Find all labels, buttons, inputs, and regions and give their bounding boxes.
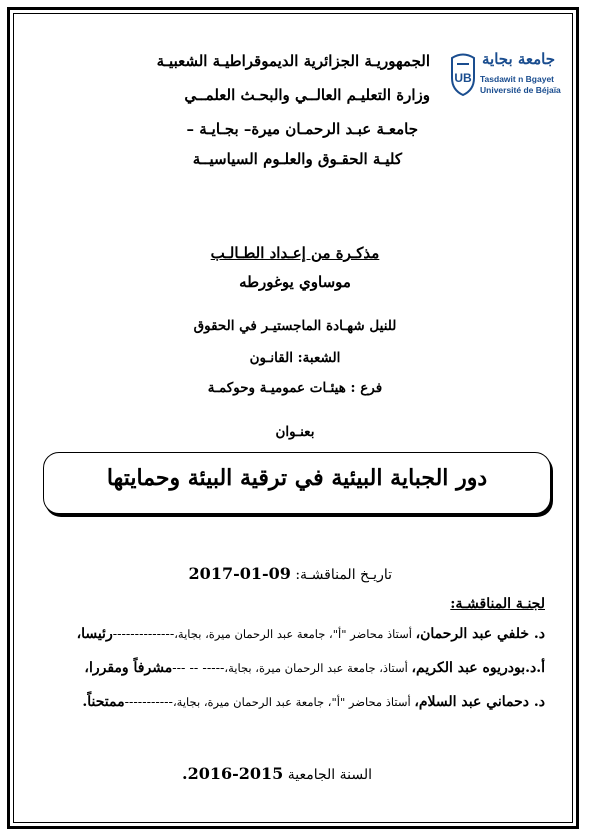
member-name: أ.د.بودريوه عبد الكريم،: [411, 660, 545, 676]
academic-year-row: [182, 764, 372, 783]
header-ministry: وزارة التعليـم العالــي والبحـث العلمــي: [184, 86, 430, 104]
logo-script-text: جامعة بجاية: [482, 50, 556, 68]
header-university: جامعـة عبـد الرحمـان ميرة– بجـايـة –: [186, 120, 418, 138]
student-name: موساوي يوغورطه: [239, 273, 351, 291]
degree-line: للنيل شهـادة الماجستيـر في الحقوق: [193, 318, 397, 334]
member-details: أستاذ محاضر "أ"، جامعة عبد الرحمان ميرة، بجاية،: [174, 627, 416, 641]
specialty-line: فرع : هيئـات عموميـة وحوكمـة: [207, 380, 383, 396]
committee-member: [82, 694, 545, 710]
member-dashes: ----- -- ---: [172, 661, 225, 676]
thesis-title: دور الجباية البيئية في ترقية البيئة وحمايتها: [106, 465, 488, 491]
academic-year: 2015-2016.: [181, 764, 284, 783]
header-faculty: كليـة الحقـوق والعلـوم السياسيــة: [192, 150, 402, 168]
member-name: د. خلفي عبد الرحمان،: [415, 626, 545, 642]
academic-year-label: السنة الجامعية: [287, 767, 372, 783]
university-logo: [447, 50, 561, 108]
branch-line: الشعبة: القانـون: [249, 350, 341, 366]
svg-text:UB: UB: [454, 71, 472, 85]
committee-member: [77, 626, 545, 642]
committee-member: [84, 660, 545, 676]
defense-date-row: [189, 564, 392, 583]
member-dashes: --------------: [112, 627, 175, 642]
defense-date-label: تاريـخ المناقشـة:: [295, 567, 392, 583]
member-role: ممتحناً.: [82, 694, 125, 710]
header-republic: الجمهوريـة الجزائرية الديموقراطيـة الشعبيـة: [156, 52, 430, 70]
memo-label: مذكـرة من إعـداد الطـالـب: [210, 244, 380, 262]
member-details: أستاذ محاضر "أ"، جامعة عبد الرحمان ميرة، بجاية،: [172, 695, 415, 709]
member-dashes: -----------: [124, 695, 173, 710]
member-role: مشرفاً ومقررا،: [84, 660, 173, 676]
committee-label: لجنـة المناقشـة:: [450, 596, 545, 612]
member-role: رئيسا،: [76, 626, 113, 642]
logo-text-line1: Tasdawit n Bgayet: [480, 74, 554, 84]
member-name: د. دحماني عبد السلام،: [414, 694, 545, 710]
university-emblem-icon: [449, 52, 477, 96]
member-details: أستاذ، جامعة عبد الرحمان ميرة، بجاية،: [224, 661, 412, 675]
title-label: بعنـوان: [275, 424, 315, 440]
thesis-title-box: [43, 452, 551, 514]
logo-text-line2: Université de Béjaïa: [480, 85, 561, 95]
defense-date: 09-01-2017: [188, 564, 291, 583]
